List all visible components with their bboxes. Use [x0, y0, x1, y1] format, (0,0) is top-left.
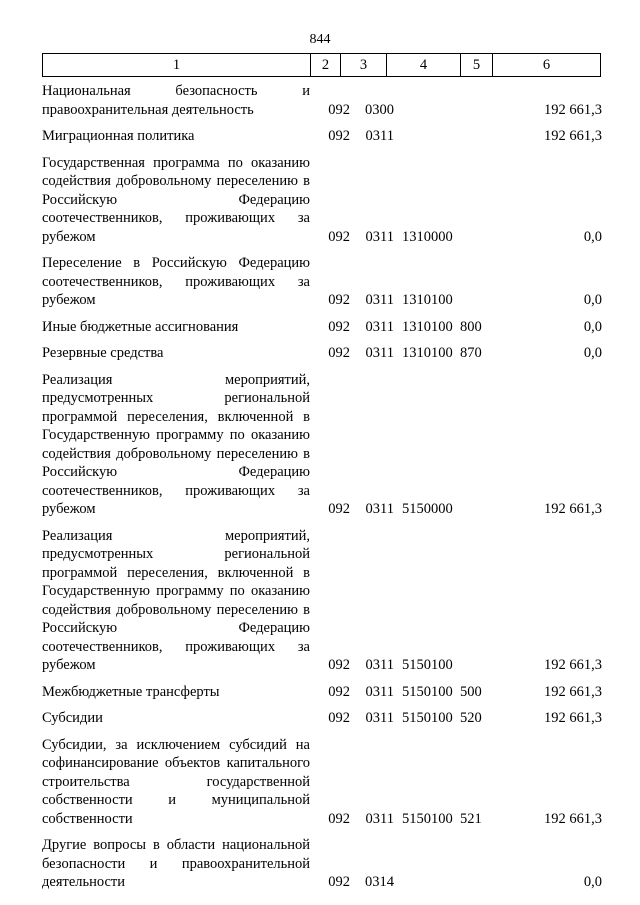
row-code-section: 0311 [365, 657, 394, 673]
row-code-target: 5150100 [402, 710, 453, 726]
row-name: Государственная программа по оказанию содействия добровольному переселению в Российскую Федерацию соотечественников, проживающих за рубежом [42, 154, 310, 245]
row-code-ministry: 092 [328, 710, 350, 726]
table-row [42, 82, 602, 119]
row-name: Субсидии [42, 710, 103, 726]
row-amount: 192 661,3 [544, 710, 602, 726]
row-code-expense-type: 870 [460, 345, 482, 361]
row-code-expense-type: 520 [460, 710, 482, 726]
table-row [42, 736, 602, 829]
table-row [42, 154, 602, 247]
row-code-expense-type: 800 [460, 318, 482, 335]
row-name: Другие вопросы в области национальной безопасности и правоохранительной деятельности [42, 837, 310, 890]
column-header-2: 2 [311, 54, 341, 77]
row-code-target: 1310100 [402, 292, 453, 308]
row-code-target: 5150000 [402, 501, 453, 517]
row-code-target: 1310000 [402, 228, 453, 245]
row-code-section: 0311 [365, 710, 394, 726]
row-code-ministry: 092 [328, 128, 350, 144]
row-code-ministry: 092 [328, 874, 350, 890]
row-code-target: 1310100 [402, 318, 453, 335]
row-amount: 192 661,3 [544, 683, 602, 700]
table-row [42, 709, 602, 728]
row-code-expense-type: 500 [460, 683, 482, 700]
budget-rows [42, 82, 602, 900]
row-amount: 0,0 [583, 228, 602, 245]
row-amount: 192 661,3 [544, 501, 602, 517]
row-name: Субсидии, за исключением субсидий на софинансирование объектов капитального строительства государственной собственности и муниципальной собственности [42, 736, 310, 827]
column-header-6: 6 [493, 54, 601, 77]
row-amount: 0,0 [583, 292, 602, 308]
row-code-target: 5150100 [402, 657, 453, 673]
row-code-ministry: 092 [328, 501, 350, 517]
row-code-section: 0311 [365, 345, 394, 361]
row-name: Переселение в Российскую Федерацию соотечественников, проживающих за рубежом [42, 255, 310, 308]
column-header-3: 3 [341, 54, 387, 77]
row-name: Иные бюджетные ассигнования [42, 318, 239, 335]
row-name: Межбюджетные трансферты [42, 683, 220, 700]
table-row [42, 527, 602, 675]
row-code-target: 1310100 [402, 345, 453, 361]
row-amount: 192 661,3 [544, 657, 602, 673]
table-row [42, 836, 602, 892]
row-code-target: 5150100 [402, 683, 453, 700]
row-name: Реализация мероприятий, предусмотренных региональной программой переселения, включенной в Государственную программу по оказанию содействия добровольному переселению в Российскую Федерацию соотечественников, проживающих за рубежом [42, 527, 310, 673]
table-row [42, 683, 602, 702]
table-row [42, 344, 602, 363]
row-code-section: 0300 [365, 101, 394, 118]
row-code-section: 0311 [365, 683, 394, 700]
row-code-section: 0311 [365, 228, 394, 245]
column-header-5: 5 [461, 54, 493, 77]
row-amount: 0,0 [583, 345, 602, 361]
row-code-ministry: 092 [328, 318, 350, 335]
table-row [42, 127, 602, 146]
row-code-ministry: 092 [328, 810, 350, 827]
row-code-ministry: 092 [328, 657, 350, 673]
column-header-1: 1 [43, 54, 311, 77]
row-amount: 192 661,3 [544, 101, 602, 118]
row-code-section: 0311 [365, 292, 394, 308]
table-row [42, 254, 602, 310]
row-code-target: 5150100 [402, 810, 453, 827]
row-code-section: 0311 [365, 810, 394, 827]
row-code-ministry: 092 [328, 292, 350, 308]
row-code-expense-type: 521 [460, 810, 482, 827]
column-header-table [42, 53, 601, 77]
column-header-row [43, 54, 601, 77]
row-code-ministry: 092 [328, 683, 350, 700]
row-code-ministry: 092 [328, 101, 350, 118]
row-amount: 0,0 [583, 874, 602, 890]
row-code-section: 0311 [365, 501, 394, 517]
column-header-4: 4 [387, 54, 461, 77]
row-code-section: 0314 [365, 874, 394, 890]
row-amount: 192 661,3 [544, 810, 602, 827]
row-name: Национальная безопасность и правоохранительная деятельность [42, 83, 310, 118]
row-code-section: 0311 [365, 318, 394, 335]
row-code-ministry: 092 [328, 228, 350, 245]
row-name: Миграционная политика [42, 128, 195, 144]
table-row [42, 318, 602, 337]
row-code-ministry: 092 [328, 345, 350, 361]
row-name: Резервные средства [42, 345, 164, 361]
row-amount: 192 661,3 [544, 128, 602, 144]
row-amount: 0,0 [583, 318, 602, 335]
row-code-section: 0311 [365, 128, 394, 144]
row-name: Реализация мероприятий, предусмотренных региональной программой переселения, включенной в Государственную программу по оказанию содействия добровольному переселению в Российскую Федерацию соотечественников, проживающих за рубежом [42, 371, 310, 517]
page-number: 844 [309, 32, 331, 47]
table-row [42, 371, 602, 519]
